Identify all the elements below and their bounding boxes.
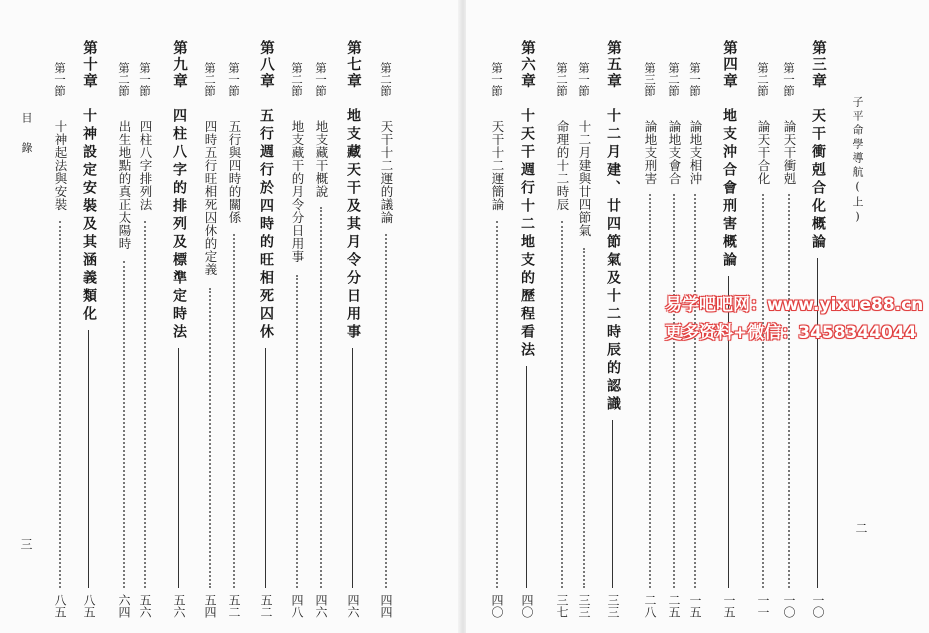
page-number: 一〇 bbox=[782, 594, 796, 618]
dot-leader bbox=[233, 234, 235, 588]
dot-leader bbox=[496, 221, 498, 589]
section-title: 天干十二運的議論 bbox=[379, 120, 394, 224]
chapter-title: 十二月建、廿四節氣及十二時辰的認識 bbox=[605, 108, 621, 414]
toc-entry[interactable] bbox=[77, 40, 101, 620]
section-number: 第一節 bbox=[53, 62, 67, 97]
page-number: 五二 bbox=[227, 594, 241, 618]
toc-entry[interactable] bbox=[515, 40, 539, 620]
chapter-rule bbox=[526, 366, 527, 588]
page-number: 一一 bbox=[756, 594, 770, 618]
section-number: 第二節 bbox=[667, 62, 681, 97]
toc-entry[interactable] bbox=[133, 40, 157, 620]
section-number: 第一節 bbox=[577, 62, 591, 97]
dot-leader bbox=[673, 194, 675, 589]
watermark-line-2: 更多资料+微信：3458344044 bbox=[665, 323, 917, 343]
dot-leader bbox=[123, 261, 125, 588]
page-number: 五二 bbox=[259, 594, 273, 618]
section-title: 論地支會合 bbox=[667, 120, 682, 185]
chapter-title: 地支藏天干及其月令分日用事 bbox=[345, 108, 361, 342]
chapter-number: 第八章 bbox=[258, 40, 275, 90]
dot-leader bbox=[561, 221, 563, 589]
section-title: 十神起法與安裝 bbox=[53, 120, 68, 211]
section-number: 第一節 bbox=[688, 62, 702, 97]
page-number: 三三 bbox=[606, 594, 620, 618]
chapter-number: 第四章 bbox=[721, 40, 738, 90]
dot-leader bbox=[762, 194, 764, 589]
left-page-number: 三 bbox=[19, 538, 33, 553]
page-number: 四〇 bbox=[520, 594, 534, 618]
section-number: 第二節 bbox=[555, 62, 569, 97]
chapter-rule bbox=[352, 348, 353, 588]
chapter-number: 第三章 bbox=[810, 40, 827, 90]
dot-leader bbox=[59, 221, 61, 589]
page-number: 六四 bbox=[117, 594, 131, 618]
page-number: 五六 bbox=[138, 594, 152, 618]
page-number: 二八 bbox=[643, 594, 657, 618]
section-number: 第一節 bbox=[227, 62, 241, 97]
toc-entry[interactable] bbox=[485, 40, 509, 620]
dot-leader bbox=[694, 194, 696, 589]
page-number: 四八 bbox=[290, 594, 304, 618]
chapter-title: 天干衝剋合化概論 bbox=[810, 108, 826, 252]
dot-leader bbox=[144, 221, 146, 589]
chapter-rule bbox=[612, 420, 613, 588]
dot-leader bbox=[296, 275, 298, 589]
section-number: 第二節 bbox=[290, 62, 304, 97]
toc-entry[interactable] bbox=[112, 40, 136, 620]
dot-leader bbox=[583, 248, 585, 589]
section-title: 論地支相沖 bbox=[688, 120, 703, 185]
page-number: 二五 bbox=[667, 594, 681, 618]
toc-entry[interactable] bbox=[550, 40, 574, 620]
dot-leader bbox=[649, 194, 651, 589]
dot-leader bbox=[209, 288, 211, 588]
toc-entry[interactable] bbox=[48, 40, 72, 620]
watermark-line-1: 易学吧吧网：www.yixue88.cn bbox=[665, 295, 924, 315]
section-number: 第二節 bbox=[203, 62, 217, 97]
section-title: 地支藏干概說 bbox=[314, 120, 329, 198]
page-number: 三七 bbox=[555, 594, 569, 618]
toc-entry[interactable] bbox=[341, 40, 365, 620]
chapter-title: 十天干週行十二地支的歷程看法 bbox=[519, 108, 535, 360]
chapter-number: 第五章 bbox=[605, 40, 622, 90]
page-number: 四〇 bbox=[490, 594, 504, 618]
page-number: 四六 bbox=[346, 594, 360, 618]
page-number: 八五 bbox=[82, 594, 96, 618]
chapter-title: 地支沖合會刑害概論 bbox=[721, 108, 737, 270]
dot-leader bbox=[788, 194, 790, 589]
chapter-rule bbox=[265, 348, 266, 588]
chapter-number: 第七章 bbox=[345, 40, 362, 90]
dot-leader bbox=[385, 234, 387, 588]
section-number: 第二節 bbox=[756, 62, 770, 97]
section-title: 命理的十二時辰 bbox=[555, 120, 570, 211]
chapter-title: 五行週行於四時的旺相死囚休 bbox=[258, 108, 274, 342]
chapter-rule bbox=[178, 348, 179, 588]
toc-entry[interactable] bbox=[254, 40, 278, 620]
section-title: 論地支刑害 bbox=[643, 120, 658, 185]
section-number: 第三節 bbox=[643, 62, 657, 97]
section-number: 第一節 bbox=[138, 62, 152, 97]
chapter-number: 第六章 bbox=[519, 40, 536, 90]
toc-entry[interactable] bbox=[374, 40, 398, 620]
page-number: 一五 bbox=[688, 594, 702, 618]
section-title: 論天干合化 bbox=[756, 120, 771, 185]
page-number: 四四 bbox=[379, 594, 393, 618]
page-number: 四六 bbox=[314, 594, 328, 618]
contents-heading: 目 錄 bbox=[20, 112, 33, 156]
section-title: 出生地點的真正太陽時 bbox=[117, 120, 132, 250]
chapter-number: 第九章 bbox=[171, 40, 188, 90]
section-number: 第二節 bbox=[117, 62, 131, 97]
section-number: 第一節 bbox=[782, 62, 796, 97]
chapter-title: 四柱八字的排列及標準定時法 bbox=[171, 108, 187, 342]
toc-entry[interactable] bbox=[198, 40, 222, 620]
page-number: 一〇 bbox=[811, 594, 825, 618]
toc-entry[interactable] bbox=[309, 40, 333, 620]
toc-entry[interactable] bbox=[572, 40, 596, 620]
toc-entry[interactable] bbox=[638, 40, 662, 620]
dot-leader bbox=[320, 207, 322, 588]
section-number: 第一節 bbox=[490, 62, 504, 97]
section-title: 四時五行旺相死囚休的定義 bbox=[203, 120, 218, 276]
page-number: 五四 bbox=[203, 594, 217, 618]
right-page-number: 二 bbox=[854, 522, 868, 537]
chapter-title: 十神設定安裝及其涵義類化 bbox=[81, 108, 97, 324]
running-title: 子平命學導航(上) bbox=[851, 96, 864, 226]
page-number: 一五 bbox=[722, 594, 736, 618]
chapter-rule bbox=[88, 330, 89, 588]
section-title: 論天干衝剋 bbox=[782, 120, 797, 185]
section-number: 第一節 bbox=[314, 62, 328, 97]
toc-entry[interactable] bbox=[222, 40, 246, 620]
section-number: 第二節 bbox=[379, 62, 393, 97]
page-number: 八五 bbox=[53, 594, 67, 618]
toc-entry[interactable] bbox=[601, 40, 625, 620]
section-title: 五行與四時的關係 bbox=[227, 120, 242, 224]
section-title: 天干十二運簡論 bbox=[490, 120, 505, 211]
chapter-number: 第十章 bbox=[81, 40, 98, 90]
section-title: 地支藏干的月令分日用事 bbox=[290, 120, 305, 263]
toc-entry[interactable] bbox=[285, 40, 309, 620]
toc-entry[interactable] bbox=[167, 40, 191, 620]
section-title: 四柱八字排列法 bbox=[138, 120, 153, 211]
page-number: 五六 bbox=[172, 594, 186, 618]
section-title: 十二月建與廿四節氣 bbox=[577, 120, 592, 237]
page-number: 三三 bbox=[577, 594, 591, 618]
